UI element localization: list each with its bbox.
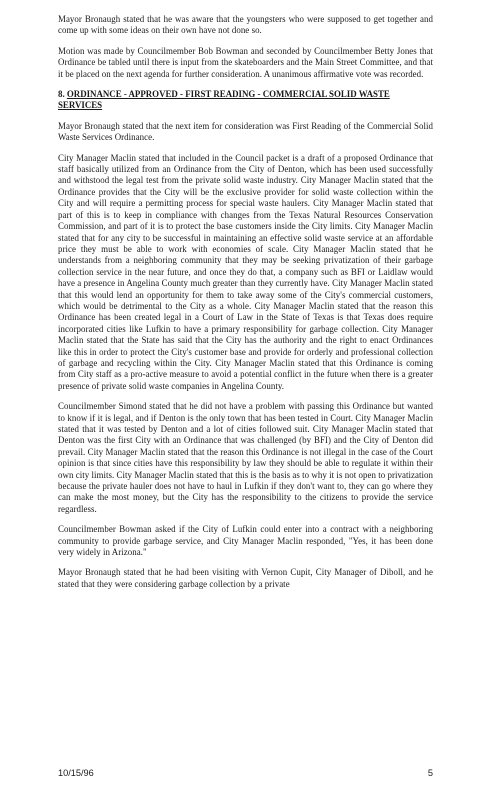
paragraph-motion-tabled: Motion was made by Councilmember Bob Bowman and seconded by Councilmember Betty Jones that Ordinance be tabled until there is input from the skateboarders and the Main Street Committee, and that it be placed on the next agenda for further consideration. A unanimous affirmative vote was recorded. (58, 45, 433, 79)
section-title: ORDINANCE - APPROVED - FIRST READING - COMMERCIAL SOLID WASTE SERVICES (58, 89, 390, 111)
section-number: 8. (58, 89, 65, 100)
paragraph-first-reading: Mayor Bronaugh stated that the next item for consideration was First Reading of the Commercial Solid Waste Services Ordinance. (58, 120, 433, 143)
paragraph-mayor-diboll: Mayor Bronaugh stated that he had been visiting with Vernon Cupit, City Manager of Diboll, and he stated that they were considering garbage collection by a private (58, 567, 433, 589)
paragraph-councilmember-bowman: Councilmember Bowman asked if the City of Lufkin could enter into a contract with a neighboring community to provide garbage service, and City Manager Maclin responded, "Yes, it has been done very widely in Arizona." (58, 524, 433, 558)
page-number: 5 (427, 768, 433, 778)
footer-date: 10/15/96 (58, 768, 94, 778)
section-heading (58, 89, 433, 112)
paragraph-city-manager-draft: City Manager Maclin stated that included in the Council packet is a draft of a proposed Ordinance that staff basically utilized from an Ordinance from the City of Denton, which has been used successfully and withstood the legal test from the private solid waste industry. City Manager Maclin stated that the Ordinance provides that the City will be the exclusive provider for solid waste collection within the City and will require a permitting process for special waste haulers. City Manager Maclin stated that part of this is to keep in compliance with changes from the Texas Natural Resources Conservation Commission, and part of it is to protect the base customers inside the City limits. City Manager Maclin stated that for any city to be successful in maintaining an effective solid waste service at an affordable price they must be able to work with economies of scale. City Manager Maclin stated that he understands from a neighboring community that they may be seeking privatization of their garbage collection service in the near future, and once they do that, a company such as BFI or Laidlaw would have a presence in Angelina County much greater than they currently have. City Manager Maclin stated that this would lend an opportunity for them to take away some of the City's commercial customers, which would be detrimental to the City as a whole. City Manager Maclin stated that the reason this Ordinance has been created legal in a Court of Law in the State of Texas is that Texas does require incorporated cities like Lufkin to have a primary responsibility for garbage collection. City Manager Maclin stated that the State has said that the City has the authority and the right to enact Ordinances like this in order to protect the City's customer base and provide for orderly and professional collection of garbage and recycling within the City. City Manager Maclin stated that this Ordinance is coming from City staff as a pro-active measure to avoid a potential conflict in the future when there is a greater presence of private solid waste companies in Angelina County. (58, 152, 433, 391)
document-body (58, 14, 433, 599)
paragraph-mayor-youngsters: Mayor Bronaugh stated that he was aware that the youngsters who were supposed to get together and come up with some ideas on their own have not done so. (58, 14, 433, 36)
paragraph-councilmember-simond: Councilmember Simond stated that he did not have a problem with passing this Ordinance but wanted to know if it is legal, and if Denton is the only town that has been tested in Court. City Manager Maclin stated that it was tested by Denton and a lot of cities followed suit. City Manager Maclin stated that Denton was the first City with an Ordinance that was challenged (by BFI) and the City of Denton did prevail. City Manager Maclin stated that the reason this Ordinance is not illegal in the case of the Court opinion is that since cities have this responsibility by law they should be able to regulate it within their own city limits. City Manager Maclin stated that this is the basis as to why it is not open to privatization because the private hauler does not have to haul in Lufkin if they don't want to, they can go where they can make the most money, but the City has the responsibility to the citizens to provide the service regardless. (58, 401, 433, 514)
